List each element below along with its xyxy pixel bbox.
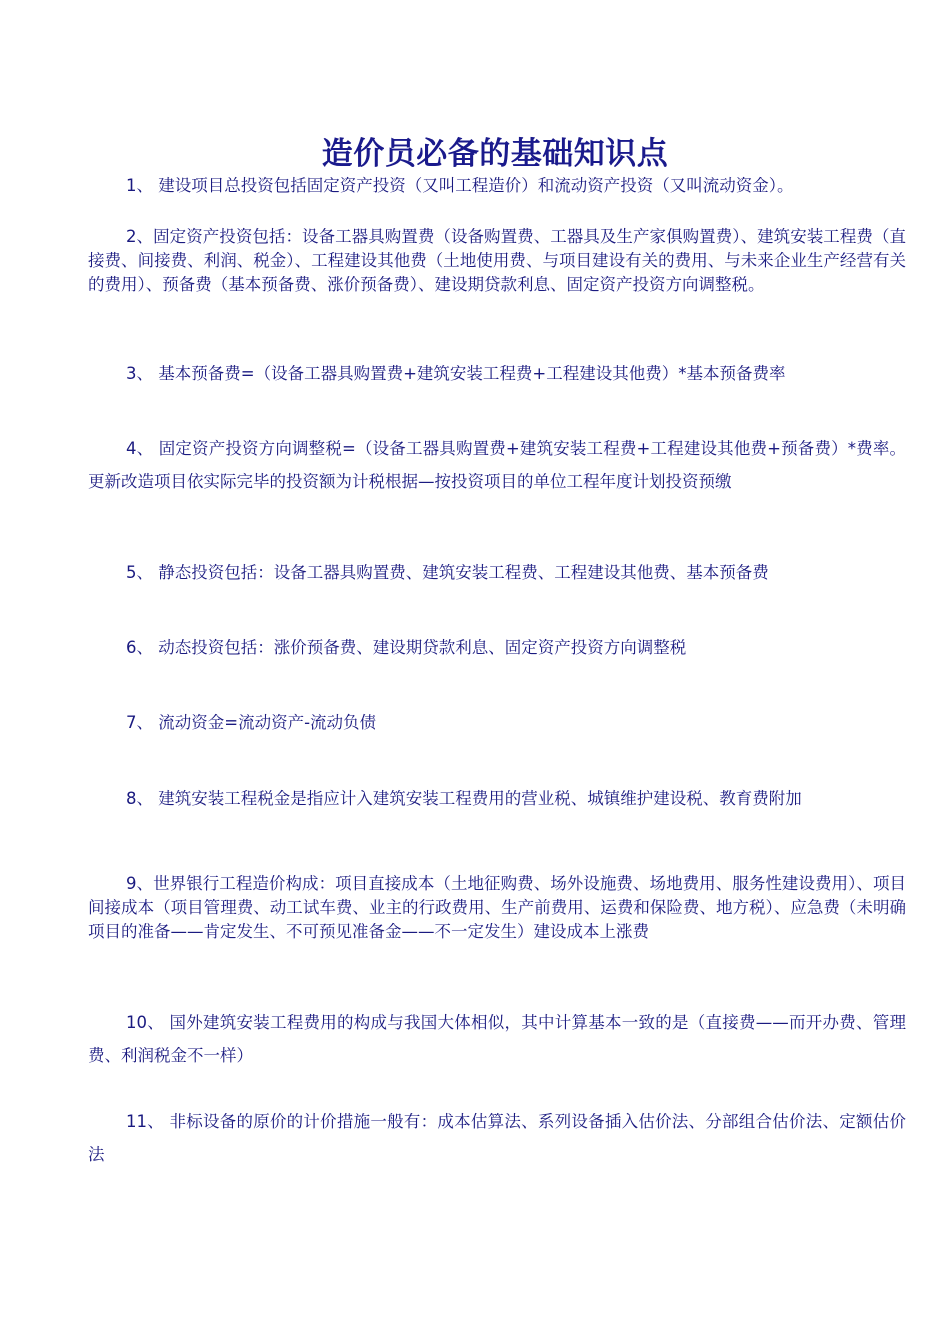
knowledge-point-8: 8、 建筑安装工程税金是指应计入建筑安装工程费用的营业税、城镇维护建设税、教育费附加 [126,789,802,808]
knowledge-point-9: 9、世界银行工程造价构成：项目直接成本（土地征购费、场外设施费、场地费用、服务性建设费用）、项目间接成本（项目管理费、动工试车费、业主的行政费用、生产前费用、运费和保险费、地方税）、应急费（未明确项目的准备——肯定发生、不可预见准备金——不一定发生）建设成本上涨费 [88,874,906,941]
knowledge-point-1: 1、 建设项目总投资包括固定资产投资（又叫工程造价）和流动资产投资（又叫流动资金）。 [126,176,794,195]
knowledge-point-5: 5、 静态投资包括：设备工器具购置费、建筑安装工程费、工程建设其他费、基本预备费 [126,563,769,582]
knowledge-point-11: 11、 非标设备的原价的计价措施一般有：成本估算法、系列设备插入估价法、分部组合估价法、定额估价法 [88,1112,906,1164]
knowledge-point-6: 6、 动态投资包括：涨价预备费、建设期贷款利息、固定资产投资方向调整税 [126,638,687,657]
knowledge-point-2: 2、固定资产投资包括：设备工器具购置费（设备购置费、工器具及生产家俱购置费）、建筑安装工程费（直接费、间接费、利润、税金）、工程建设其他费（土地使用费、与项目建设有关的费用、与未来企业生产经营有关的费用）、预备费（基本预备费、涨价预备费）、建设期贷款利息、固定资产投资方向调整税。 [88,227,906,294]
knowledge-point-3: 3、 基本预备费=（设备工器具购置费+建筑安装工程费+工程建设其他费）*基本预备费率 [126,364,786,383]
knowledge-point-7: 7、 流动资金=流动资产-流动负债 [126,713,377,732]
document-title: 造价员必备的基础知识点 [321,136,669,172]
knowledge-point-10: 10、 国外建筑安装工程费用的构成与我国大体相似，其中计算基本一致的是（直接费——而开办费、管理费、利润税金不一样） [88,1013,906,1065]
knowledge-point-4: 4、 固定资产投资方向调整税=（设备工器具购置费+建筑安装工程费+工程建设其他费+预备费）*费率。更新改造项目依实际完毕的投资额为计税根据—按投资项目的单位工程年度计划投资预缴 [88,439,906,491]
